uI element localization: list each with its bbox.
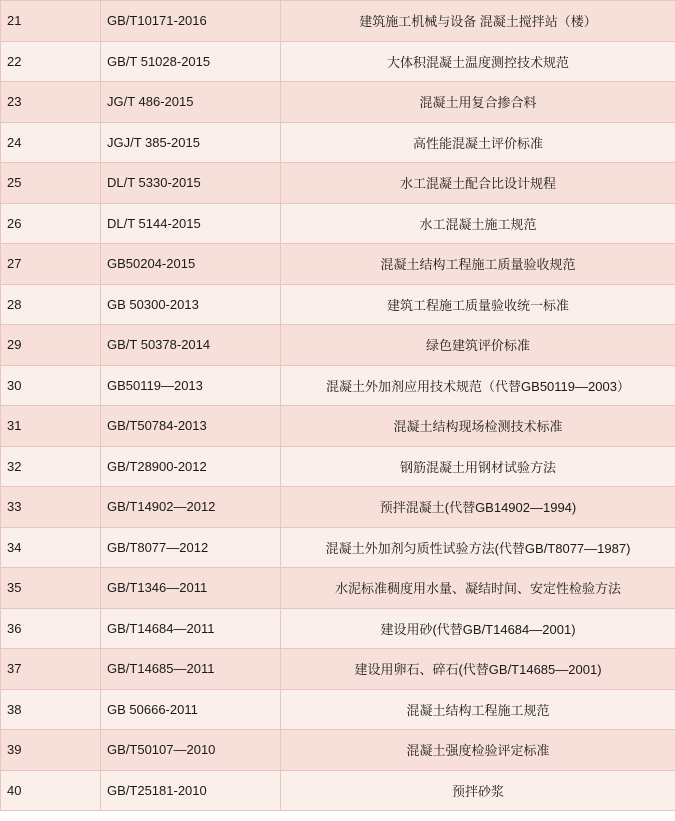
cell-sequence-number: 27 bbox=[1, 244, 101, 285]
cell-standard-title: 预拌混凝土(代替GB14902—1994) bbox=[281, 487, 675, 528]
cell-standard-title: 建筑施工机械与设备 混凝土搅拌站（楼） bbox=[281, 1, 675, 42]
standards-table-body bbox=[1, 1, 675, 811]
table-row bbox=[1, 446, 675, 487]
cell-sequence-number: 26 bbox=[1, 203, 101, 244]
cell-sequence-number: 29 bbox=[1, 325, 101, 366]
cell-standard-code: GB/T50784-2013 bbox=[101, 406, 281, 447]
cell-standard-title: 高性能混凝土评价标准 bbox=[281, 122, 675, 163]
cell-standard-code: GB/T10171-2016 bbox=[101, 1, 281, 42]
cell-sequence-number: 30 bbox=[1, 365, 101, 406]
cell-sequence-number: 40 bbox=[1, 770, 101, 811]
cell-standard-code: GB50119—2013 bbox=[101, 365, 281, 406]
cell-standard-title: 大体积混凝土温度测控技术规范 bbox=[281, 41, 675, 82]
cell-standard-title: 混凝土外加剂匀质性试验方法(代替GB/T8077—1987) bbox=[281, 527, 675, 568]
cell-standard-title: 钢筋混凝土用钢材试验方法 bbox=[281, 446, 675, 487]
cell-standard-code: JGJ/T 385-2015 bbox=[101, 122, 281, 163]
cell-standard-code: GB/T14684—2011 bbox=[101, 608, 281, 649]
table-row bbox=[1, 82, 675, 123]
cell-standard-code: GB/T25181-2010 bbox=[101, 770, 281, 811]
table-row bbox=[1, 406, 675, 447]
cell-standard-title: 建设用砂(代替GB/T14684—2001) bbox=[281, 608, 675, 649]
cell-standard-code: GB/T1346—2011 bbox=[101, 568, 281, 609]
cell-standard-code: DL/T 5330-2015 bbox=[101, 163, 281, 204]
cell-standard-code: GB50204-2015 bbox=[101, 244, 281, 285]
cell-standard-title: 混凝土结构现场检测技术标准 bbox=[281, 406, 675, 447]
cell-sequence-number: 31 bbox=[1, 406, 101, 447]
table-row bbox=[1, 203, 675, 244]
cell-sequence-number: 22 bbox=[1, 41, 101, 82]
table-row bbox=[1, 122, 675, 163]
table-row bbox=[1, 365, 675, 406]
cell-sequence-number: 39 bbox=[1, 730, 101, 771]
cell-standard-code: DL/T 5144-2015 bbox=[101, 203, 281, 244]
cell-standard-title: 水泥标准稠度用水量、凝结时间、安定性检验方法 bbox=[281, 568, 675, 609]
cell-sequence-number: 21 bbox=[1, 1, 101, 42]
table-row bbox=[1, 41, 675, 82]
cell-sequence-number: 33 bbox=[1, 487, 101, 528]
cell-sequence-number: 38 bbox=[1, 689, 101, 730]
cell-standard-code: GB 50300-2013 bbox=[101, 284, 281, 325]
cell-sequence-number: 32 bbox=[1, 446, 101, 487]
table-row bbox=[1, 649, 675, 690]
table-row bbox=[1, 163, 675, 204]
cell-standard-title: 混凝土外加剂应用技术规范（代替GB50119—2003） bbox=[281, 365, 675, 406]
cell-standard-title: 建筑工程施工质量验收统一标准 bbox=[281, 284, 675, 325]
table-row bbox=[1, 730, 675, 771]
table-row bbox=[1, 527, 675, 568]
cell-sequence-number: 28 bbox=[1, 284, 101, 325]
cell-standard-code: GB/T 50378-2014 bbox=[101, 325, 281, 366]
cell-standard-title: 建设用卵石、碎石(代替GB/T14685—2001) bbox=[281, 649, 675, 690]
cell-standard-code: GB 50666-2011 bbox=[101, 689, 281, 730]
cell-sequence-number: 25 bbox=[1, 163, 101, 204]
cell-standard-title: 水工混凝土施工规范 bbox=[281, 203, 675, 244]
cell-sequence-number: 35 bbox=[1, 568, 101, 609]
cell-standard-title: 预拌砂浆 bbox=[281, 770, 675, 811]
table-row bbox=[1, 1, 675, 42]
cell-sequence-number: 37 bbox=[1, 649, 101, 690]
cell-sequence-number: 34 bbox=[1, 527, 101, 568]
cell-standard-code: GB/T14685—2011 bbox=[101, 649, 281, 690]
cell-standard-code: GB/T50107—2010 bbox=[101, 730, 281, 771]
cell-standard-title: 混凝土强度检验评定标准 bbox=[281, 730, 675, 771]
cell-standard-title: 混凝土用复合掺合料 bbox=[281, 82, 675, 123]
cell-standard-title: 混凝土结构工程施工质量验收规范 bbox=[281, 244, 675, 285]
table-row bbox=[1, 568, 675, 609]
table-row bbox=[1, 244, 675, 285]
table-row bbox=[1, 284, 675, 325]
table-row bbox=[1, 689, 675, 730]
table-row bbox=[1, 487, 675, 528]
cell-standard-code: GB/T 51028-2015 bbox=[101, 41, 281, 82]
cell-standard-code: GB/T28900-2012 bbox=[101, 446, 281, 487]
cell-sequence-number: 36 bbox=[1, 608, 101, 649]
cell-standard-code: GB/T14902—2012 bbox=[101, 487, 281, 528]
cell-standard-title: 绿色建筑评价标准 bbox=[281, 325, 675, 366]
table-row bbox=[1, 608, 675, 649]
table-row bbox=[1, 325, 675, 366]
cell-standard-title: 混凝土结构工程施工规范 bbox=[281, 689, 675, 730]
cell-sequence-number: 24 bbox=[1, 122, 101, 163]
cell-standard-code: JG/T 486-2015 bbox=[101, 82, 281, 123]
cell-standard-title: 水工混凝土配合比设计规程 bbox=[281, 163, 675, 204]
cell-standard-code: GB/T8077—2012 bbox=[101, 527, 281, 568]
table-row bbox=[1, 770, 675, 811]
cell-sequence-number: 23 bbox=[1, 82, 101, 123]
